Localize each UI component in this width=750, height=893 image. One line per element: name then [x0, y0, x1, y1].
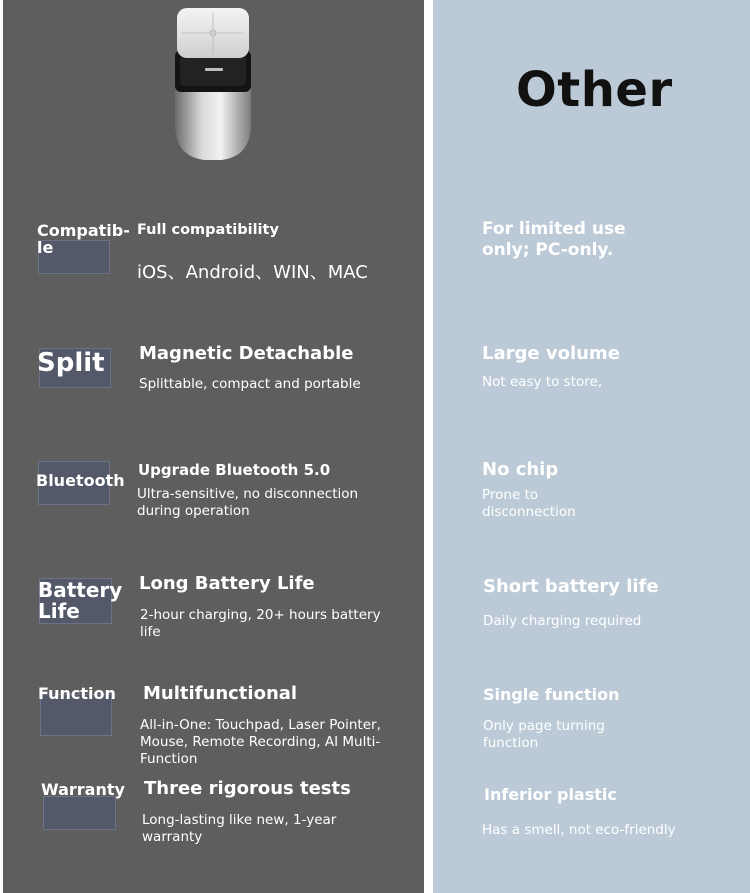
row-detail-compatible: iOS、Android、WIN、MAC — [137, 262, 368, 283]
other-detail-split: Not easy to store, — [482, 374, 603, 390]
other-heading-bluetooth: No chip — [482, 459, 559, 480]
row-heading-split: Magnetic Detachable — [139, 343, 354, 364]
row-heading-function: Multifunctional — [143, 683, 298, 704]
category-function — [38, 686, 116, 703]
row-detail-bluetooth: Ultra-sensitive, no disconnection during operation — [137, 486, 359, 519]
other-product-panel — [433, 0, 750, 893]
category-battery-life — [38, 580, 122, 622]
row-detail-function: All-in-One: Touchpad, Laser Pointer, Mouse, Remote Recording, AI Multi- Function — [140, 717, 381, 767]
presenter-device-image — [172, 6, 254, 162]
other-heading-battery-life: Short battery life — [483, 576, 659, 597]
category-label: Split — [37, 348, 105, 378]
other-heading-function: Single function — [483, 685, 620, 704]
row-heading-bluetooth: Upgrade Bluetooth 5.0 — [138, 461, 331, 479]
other-heading-compatible: For limited use only; PC-only. — [482, 219, 626, 261]
category-bluetooth — [36, 473, 125, 490]
row-detail-warranty: Long-lasting like new, 1-year warranty — [142, 812, 337, 845]
category-label: Battery Life — [38, 578, 123, 623]
category-warranty — [41, 782, 125, 799]
row-heading-compatible: Full compatibility — [137, 222, 279, 238]
category-label: Function — [38, 684, 116, 703]
row-heading-battery-life: Long Battery Life — [139, 573, 315, 594]
other-detail-function: Only page turning function — [483, 718, 605, 751]
other-detail-bluetooth: Prone to disconnection — [482, 487, 576, 520]
row-heading-warranty: Three rigorous tests — [144, 778, 351, 799]
other-detail-warranty: Has a smell, not eco-friendly — [482, 822, 676, 838]
category-split — [37, 350, 105, 377]
category-compatible — [37, 223, 130, 257]
other-detail-battery-life: Daily charging required — [483, 613, 642, 629]
category-label: Warranty — [41, 780, 125, 799]
category-label: Compatib- le — [37, 221, 130, 257]
other-heading-split: Large volume — [482, 343, 620, 364]
category-label: Bluetooth — [36, 471, 125, 490]
row-detail-battery-life: 2-hour charging, 20+ hours battery life — [140, 607, 381, 640]
other-title: Other — [516, 62, 673, 118]
other-heading-warranty: Inferior plastic — [484, 785, 617, 804]
row-detail-split: Splittable, compact and portable — [139, 376, 361, 392]
